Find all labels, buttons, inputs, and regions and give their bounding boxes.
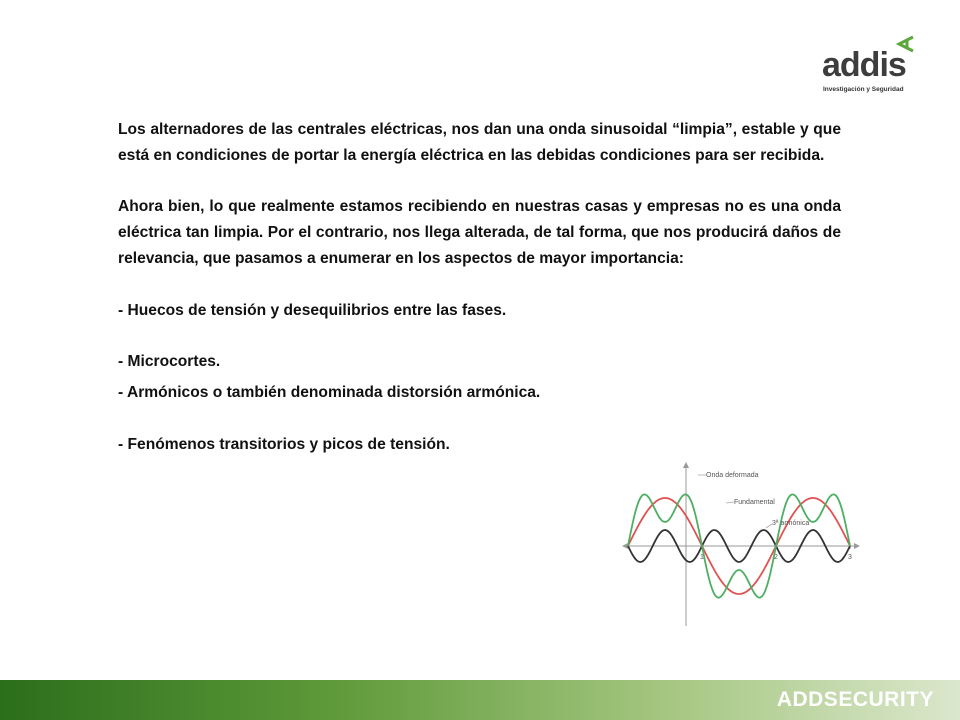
list-item: - Huecos de tensión y desequilibrios entre las fases. — [118, 301, 507, 319]
x-axis-arrow-icon — [854, 543, 860, 549]
brand-logo — [818, 34, 918, 96]
tick-label-3: 3 — [848, 554, 852, 561]
label-deformed: Onda deformada — [706, 472, 759, 479]
harmonic-distortion-figure — [620, 458, 860, 630]
footer-brand-label: ADDSECURITY — [776, 688, 934, 711]
label-fundamental: Fundamental — [734, 499, 775, 506]
y-axis-arrow-icon — [683, 462, 689, 468]
logo-wordmark: addis — [822, 46, 906, 84]
list-item: - Armónicos o también denominada distorsión armónica. — [118, 383, 541, 401]
tick-label-2: 2 — [774, 554, 778, 561]
main-content — [118, 117, 841, 457]
label-harmonic: 3ª armónica — [772, 520, 810, 527]
paragraph-problem: Ahora bien, lo que realmente estamos recibiendo en nuestras casas y empresas no es una onda eléctrica tan limpia. Por el contrario, nos llega alterada, de tal forma, que nos producirá daños de relevancia, que pasamos a enumerar en los aspectos de mayor importancia: — [118, 198, 841, 267]
paragraph-intro: Los alternadores de las centrales eléctricas, nos dan una onda sinusoidal “limpia”, estable y que está en condiciones de portar la energía eléctrica en las debidas condiciones para ser recibida. — [118, 121, 841, 164]
x-axis-left-arrow-icon — [622, 543, 628, 549]
list-item: - Fenómenos transitorios y picos de tensión. — [118, 435, 450, 453]
list-item: - Microcortes. — [118, 353, 221, 371]
logo-tagline: Investigación y Seguridad — [823, 86, 904, 93]
tick-label-1: 1 — [700, 554, 704, 561]
